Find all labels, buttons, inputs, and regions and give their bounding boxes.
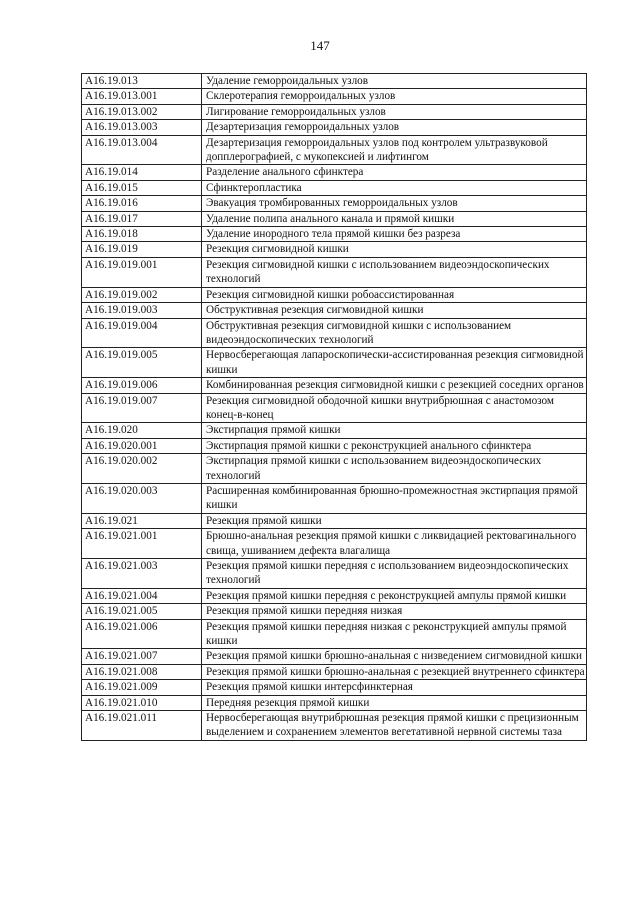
procedure-description: Резекция прямой кишки передняя с использованием видеоэндоскопических технологий — [202, 559, 587, 589]
table-row — [82, 393, 587, 423]
procedure-code: A16.19.021 — [82, 513, 202, 528]
procedure-description: Резекция прямой кишки передняя низкая — [202, 604, 587, 619]
procedure-description: Удаление геморроидальных узлов — [202, 74, 587, 89]
procedure-description: Дезартеризация геморроидальных узлов — [202, 120, 587, 135]
table-row — [82, 604, 587, 619]
table-row — [82, 454, 587, 484]
table-row — [82, 135, 587, 165]
table-row — [82, 483, 587, 513]
procedure-code: A16.19.019.006 — [82, 378, 202, 393]
procedure-code: A16.19.021.010 — [82, 695, 202, 710]
procedure-description: Дезартеризация геморроидальных узлов под контролем ультразвуковой допплерографией, с мукопексией и лифтингом — [202, 135, 587, 165]
procedure-code: A16.19.016 — [82, 196, 202, 211]
procedure-description: Нервосберегающая внутрибрюшная резекция прямой кишки с прецизионным выделением и сохранением элементов вегетативной нервной системы таза — [202, 711, 587, 741]
procedure-code: A16.19.021.006 — [82, 619, 202, 649]
procedure-description: Обструктивная резекция сигмовидной кишки с использованием видеоэндоскопических технологий — [202, 318, 587, 348]
table-row — [82, 74, 587, 89]
procedure-description: Экстирпация прямой кишки — [202, 423, 587, 438]
procedure-description: Резекция сигмовидной кишки с использованием видеоэндоскопических технологий — [202, 257, 587, 287]
procedure-code: A16.19.020.001 — [82, 438, 202, 453]
procedure-code: A16.19.014 — [82, 165, 202, 180]
procedure-code: A16.19.020 — [82, 423, 202, 438]
procedure-description: Лигирование геморроидальных узлов — [202, 104, 587, 119]
table-row — [82, 529, 587, 559]
table-row — [82, 242, 587, 257]
procedure-code: A16.19.021.007 — [82, 649, 202, 664]
procedure-description: Экстирпация прямой кишки с реконструкцией анального сфинктера — [202, 438, 587, 453]
procedure-code: A16.19.021.008 — [82, 664, 202, 679]
procedure-code: A16.19.013.002 — [82, 104, 202, 119]
procedure-code: A16.19.017 — [82, 211, 202, 226]
table-row — [82, 438, 587, 453]
procedure-description: Обструктивная резекция сигмовидной кишки — [202, 303, 587, 318]
table-row — [82, 348, 587, 378]
procedure-description: Разделение анального сфинктера — [202, 165, 587, 180]
procedure-description: Резекция прямой кишки брюшно-анальная с низведением сигмовидной кишки — [202, 649, 587, 664]
table-row — [82, 165, 587, 180]
table-row — [82, 695, 587, 710]
procedure-description: Эвакуация тромбированных геморроидальных узлов — [202, 196, 587, 211]
procedure-code: A16.19.021.005 — [82, 604, 202, 619]
procedure-description: Склеротерапия геморроидальных узлов — [202, 89, 587, 104]
procedure-description: Резекция прямой кишки — [202, 513, 587, 528]
procedure-code: A16.19.013.004 — [82, 135, 202, 165]
table-row — [82, 257, 587, 287]
procedure-description: Резекция прямой кишки интерсфинктерная — [202, 680, 587, 695]
page-number: 147 — [310, 38, 330, 53]
procedure-code: A16.19.021.009 — [82, 680, 202, 695]
table-row — [82, 227, 587, 242]
procedure-code: A16.19.020.003 — [82, 483, 202, 513]
table-row — [82, 649, 587, 664]
procedure-description: Резекция прямой кишки передняя с реконструкцией ампулы прямой кишки — [202, 588, 587, 603]
table-row — [82, 619, 587, 649]
procedure-description: Резекция сигмовидной кишки робоассистированная — [202, 287, 587, 302]
procedure-code: A16.19.015 — [82, 180, 202, 195]
table-row — [82, 196, 587, 211]
procedure-description: Резекция сигмовидной ободочной кишки внутрибрюшная с анастомозом конец-в-конец — [202, 393, 587, 423]
table-row — [82, 287, 587, 302]
procedure-code: A16.19.019.001 — [82, 257, 202, 287]
table-row — [82, 180, 587, 195]
procedure-code: A16.19.021.003 — [82, 559, 202, 589]
table-row — [82, 104, 587, 119]
table-row — [82, 120, 587, 135]
table-row — [82, 378, 587, 393]
procedure-code: A16.19.013.001 — [82, 89, 202, 104]
procedure-description: Комбинированная резекция сигмовидной кишки с резекцией соседних органов — [202, 378, 587, 393]
table-row — [82, 211, 587, 226]
procedure-description: Передняя резекция прямой кишки — [202, 695, 587, 710]
table-row — [82, 303, 587, 318]
procedure-code: A16.19.019.002 — [82, 287, 202, 302]
table-row — [82, 680, 587, 695]
table-row — [82, 711, 587, 741]
procedure-code: A16.19.019.007 — [82, 393, 202, 423]
procedure-code: A16.19.018 — [82, 227, 202, 242]
table-body — [82, 74, 587, 741]
procedure-description: Расширенная комбинированная брюшно-промежностная экстирпация прямой кишки — [202, 483, 587, 513]
procedure-description: Удаление инородного тела прямой кишки без разреза — [202, 227, 587, 242]
procedure-code-table — [81, 73, 587, 741]
table-row — [82, 559, 587, 589]
procedure-code: A16.19.020.002 — [82, 454, 202, 484]
procedure-code: A16.19.021.004 — [82, 588, 202, 603]
procedure-description: Брюшно-анальная резекция прямой кишки с ликвидацией ректовагинального свища, ушиванием дефекта влагалища — [202, 529, 587, 559]
procedure-code: A16.19.013.003 — [82, 120, 202, 135]
procedure-code: A16.19.021.011 — [82, 711, 202, 741]
procedure-description: Резекция прямой кишки передняя низкая с реконструкцией ампулы прямой кишки — [202, 619, 587, 649]
procedure-code: A16.19.013 — [82, 74, 202, 89]
procedure-description: Резекция сигмовидной кишки — [202, 242, 587, 257]
procedure-code: A16.19.021.001 — [82, 529, 202, 559]
procedure-description: Экстирпация прямой кишки с использованием видеоэндоскопических технологий — [202, 454, 587, 484]
table-row — [82, 664, 587, 679]
table-row — [82, 513, 587, 528]
procedure-description: Резекция прямой кишки брюшно-анальная с резекцией внутреннего сфинктера — [202, 664, 587, 679]
procedure-code: A16.19.019.005 — [82, 348, 202, 378]
table-row — [82, 318, 587, 348]
table-row — [82, 423, 587, 438]
table-row — [82, 89, 587, 104]
procedure-code: A16.19.019 — [82, 242, 202, 257]
procedure-description: Удаление полипа анального канала и прямой кишки — [202, 211, 587, 226]
procedure-description: Нервосберегающая лапароскопически-ассистированная резекция сигмовидной кишки — [202, 348, 587, 378]
procedure-code: A16.19.019.003 — [82, 303, 202, 318]
table-row — [82, 588, 587, 603]
procedure-description: Сфинктеропластика — [202, 180, 587, 195]
procedure-code: A16.19.019.004 — [82, 318, 202, 348]
